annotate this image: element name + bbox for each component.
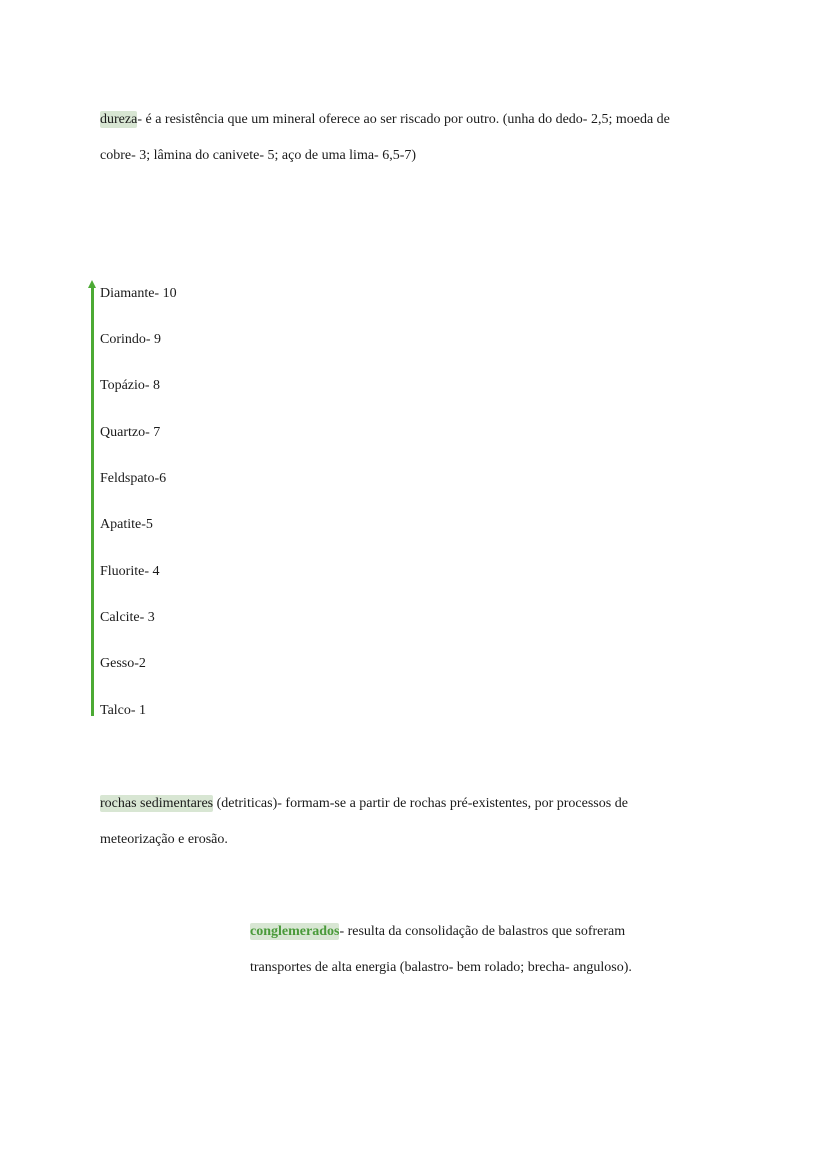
- scale-item: Talco- 1: [100, 703, 147, 718]
- scale-item: Quartzo- 7: [100, 425, 161, 440]
- conglomerados-line-1: [250, 914, 730, 950]
- conglomerados-line-2: transportes de alta energia (balastro- bem rolado; brecha- anguloso).: [250, 960, 632, 975]
- scale-item: Gesso-2: [100, 656, 146, 671]
- scale-item: Topázio- 8: [100, 378, 161, 393]
- scale-item: Diamante- 10: [100, 286, 177, 301]
- conglomerados-paragraph: [250, 914, 730, 986]
- conglomerados-definition: - resulta da consolidação de balastros que sofreram: [339, 924, 626, 939]
- scale-item: Corindo- 9: [100, 332, 162, 347]
- sedimentares-line-1: [100, 786, 740, 822]
- conglomerados-term: conglemerados: [250, 924, 340, 939]
- sedimentares-term: rochas sedimentares: [100, 796, 214, 811]
- dureza-term: dureza: [100, 112, 138, 127]
- sedimentares-line-2: meteorização e erosão.: [100, 832, 228, 847]
- sedimentares-paragraph: [100, 786, 740, 858]
- scale-item: Apatite-5: [100, 517, 153, 532]
- scale-item: Feldspato-6: [100, 471, 167, 486]
- dureza-definition: - é a resistência que um mineral oferece ao ser riscado por outro. (unha do dedo- 2,5; moeda de: [137, 112, 670, 127]
- dureza-paragraph: [100, 102, 740, 174]
- dureza-line-1: [100, 102, 740, 138]
- dureza-line-2: cobre- 3; lâmina do canivete- 5; aço de uma lima- 6,5-7): [100, 148, 417, 163]
- scale-item: Fluorite- 4: [100, 564, 160, 579]
- sedimentares-definition: (detriticas)- formam-se a partir de rochas pré-existentes, por processos de: [213, 796, 628, 811]
- scale-item: Calcite- 3: [100, 610, 155, 625]
- scale-arrow-line: [91, 287, 94, 716]
